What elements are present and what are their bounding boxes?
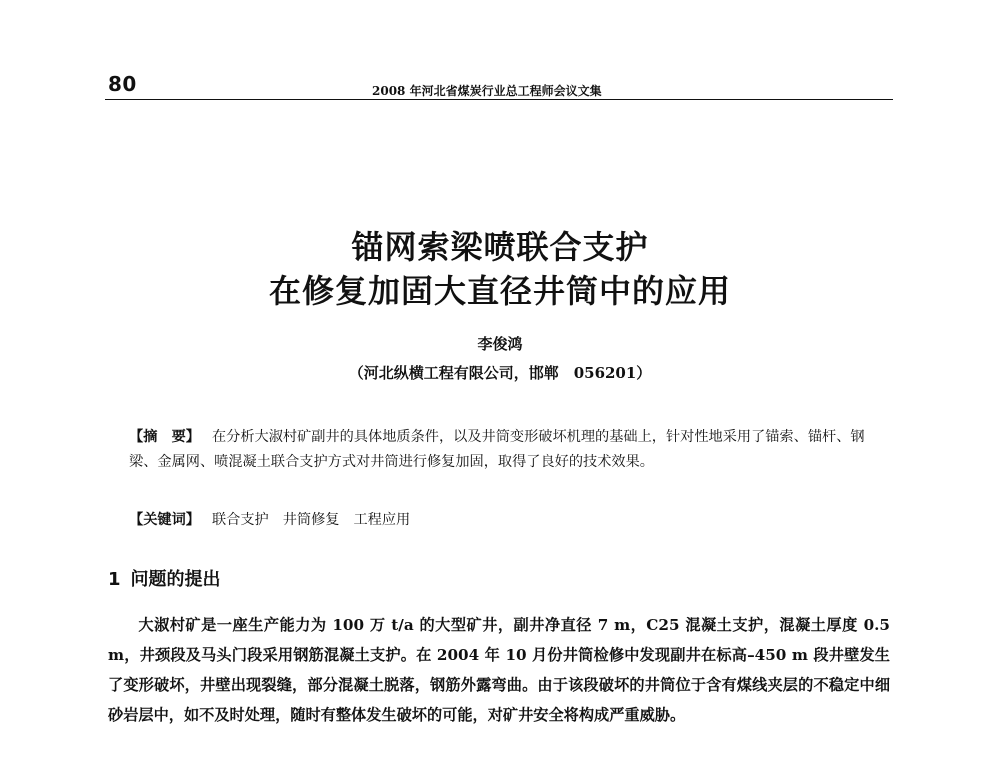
keywords bbox=[129, 508, 424, 533]
running-head: 2008 年河北省煤炭行业总工程师会议文集 bbox=[372, 84, 602, 98]
keywords-label: 【关键词】 bbox=[129, 512, 200, 528]
page-number: 80 bbox=[108, 72, 137, 96]
abstract-text: 在分析大淑村矿副井的具体地质条件，以及井筒变形破坏机理的基础上，针对性地采用了锚索、锚杆、钢梁、金属网、喷混凝土联合支护方式对井筒进行修复加固，取得了良好的技术效果。 bbox=[129, 429, 865, 470]
header-rule bbox=[105, 99, 893, 100]
body-paragraph: 大淑村矿是一座生产能力为 100 万 t/a 的大型矿井，副井净直径 7 m，C25 混凝土支护，混凝土厚度 0.5 m，井颈段及马头门段采用钢筋混凝土支护。在 2004 年 10 月份井筒检修中发现副井在标高–450 m 段井壁发生了变形破坏，井壁出现裂缝，部分混凝土脱落，钢筋外露弯曲。由于该段破坏的井筒位于含有煤线夹层的不稳定中细砂岩层中，如不及时处理，随时有整体发生破坏的可能，对矿井安全将构成严重威胁。 bbox=[108, 616, 890, 724]
abstract-label: 【摘 要】 bbox=[129, 429, 200, 445]
keyword-item: 井筒修复 bbox=[282, 512, 340, 528]
keyword-item: 工程应用 bbox=[353, 512, 411, 528]
paper-title-line-2: 在修复加固大直径井筒中的应用 bbox=[268, 272, 731, 310]
keyword-item: 联合支护 bbox=[211, 512, 269, 528]
abstract bbox=[129, 425, 881, 475]
section-heading bbox=[108, 565, 221, 591]
author-name: 李俊鸿 bbox=[477, 335, 523, 353]
section-number: 1 bbox=[108, 569, 121, 590]
author-affiliation: （河北纵横工程有限公司，邯郸 056201） bbox=[348, 364, 652, 382]
section-title: 问题的提出 bbox=[130, 569, 221, 590]
paper-title-line-1: 锚网索梁喷联合支护 bbox=[351, 228, 649, 266]
